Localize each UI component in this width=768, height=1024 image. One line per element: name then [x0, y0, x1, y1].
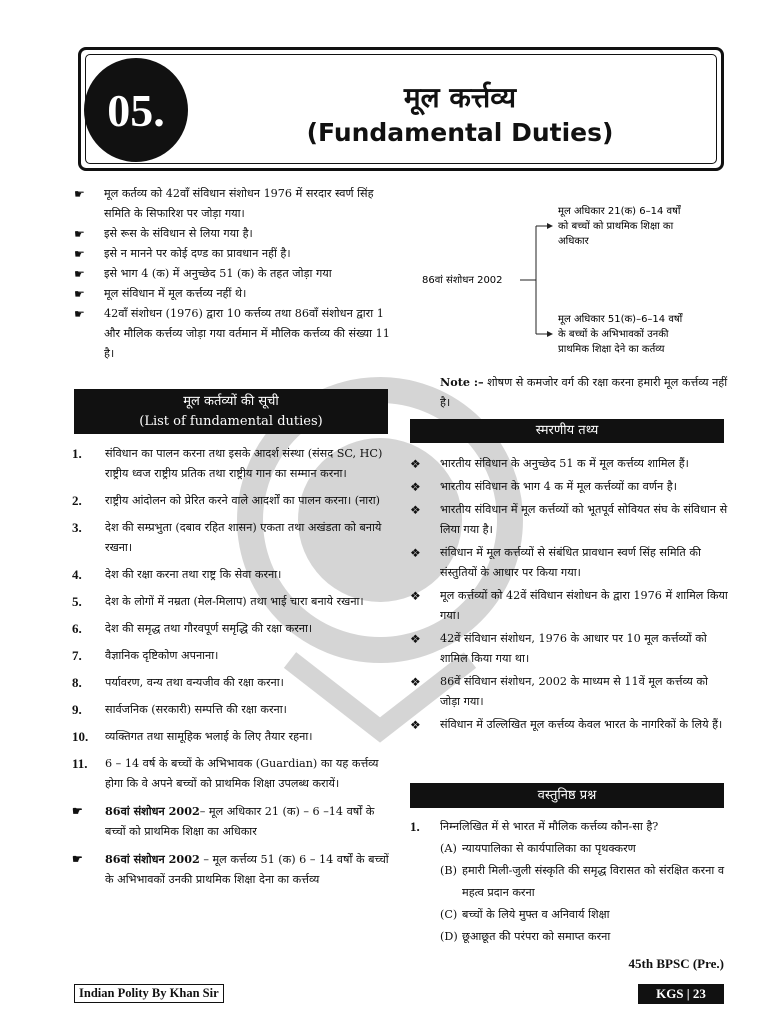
question: [410, 816, 728, 948]
list-item: 11. 6 – 14 वर्ष के बच्चों के अभिभावक (Guardian) का यह कर्त्तव्य होगा कि वे अपने बच्चों को प्राथमिक शिक्षा उपलब्ध करायें।: [72, 756, 379, 790]
diamond-star-icon: ❖: [410, 589, 421, 603]
pointing-hand-icon: ☛: [74, 287, 85, 301]
list-item: ❖ संविधान में उल्लिखित मूल कर्त्तव्य केवल भारत के नागरिकों के लिये हैं।: [410, 715, 728, 735]
diagram-top-line: मूल अधिकार 21(क) 6–14 वर्षों: [558, 206, 681, 217]
diamond-star-icon: ❖: [410, 632, 421, 646]
list-item: ❖ भारतीय संविधान के भाग 4 क में मूल कर्त्तव्यों का वर्णन है।: [410, 477, 728, 497]
list-item: ☛ इसे भाग 4 (क) में अनुच्छेद 51 (क) के तहत जोड़ा गया: [74, 264, 392, 284]
list-item: ❖ 86वें संविधान संशोधन, 2002 के माध्यम से 11वें मूल कर्त्तव्य को जोड़ा गया।: [410, 672, 728, 712]
list-item: ☛ इसे न मानने पर कोई दण्ड का प्रावधान नहीं है।: [74, 244, 392, 264]
diagram-top-line: अधिकार: [558, 236, 589, 247]
duties-list-heading: [74, 389, 388, 434]
pointing-hand-icon: ☛: [74, 247, 85, 261]
duties-heading-hindi: मूल कर्तव्यों की सूची: [183, 394, 279, 409]
list-item: 5. देश के लोगों में नम्रता (मेल-मिलाप) तथा भाई चारा बनाये रखना।: [72, 594, 364, 609]
question-option: (D) छूआछूत की परंपरा को समाप्त करना: [440, 930, 611, 943]
question-option: (C) बच्चों के लिये मुफ्त व अनिवार्य शिक्षा: [440, 908, 610, 921]
list-item: ☛ मूल संविधान में मूल कर्त्तव्य नहीं थे।: [74, 284, 392, 304]
footer-book-title: Indian Polity By Khan Sir: [74, 984, 224, 1003]
chapter-title-english: (Fundamental Duties): [306, 118, 614, 147]
diagram-bottom-line: के बच्चों के अभिभावकों उनकी: [558, 329, 669, 340]
intro-points: [74, 184, 392, 364]
pointing-hand-icon: ☛: [72, 852, 83, 866]
list-item: 2. राष्ट्रीय आंदोलन को प्रेरित करने वाले आदर्शों का पालन करना। (नारा): [72, 493, 381, 508]
list-item: 7. वैज्ञानिक दृष्टिकोण अपनाना।: [72, 648, 219, 663]
amendment-note: ☛ 86वां संशोधन 2002 – मूल कर्त्तव्य 51 (क) 6 – 14 वर्षों के बच्चों के अभिभावकों उनकी प्राथमिक शिक्षा देना का कर्त्तव्य: [72, 849, 390, 890]
diamond-star-icon: ❖: [410, 718, 421, 732]
list-item: ❖ भारतीय संविधान के अनुच्छेद 51 क में मूल कर्त्तव्य शामिल हैं।: [410, 454, 728, 474]
amendment-diagram: [412, 198, 724, 368]
list-item: ☛ 42वाँ संशोधन (1976) द्वारा 10 कर्त्तव्य तथा 86वाँ संशोधन द्वारा 1 और मौलिक कर्त्तव्य जोड़ा गया वर्तमान में मौलिक कर्त्तव्य की संख्या 11 है।: [74, 304, 392, 364]
list-item: ☛ इसे रूस के संविधान से लिया गया है।: [74, 224, 392, 244]
diagram-bottom-line: मूल अधिकार 51(क)–6–14 वर्षों: [558, 314, 683, 325]
question-source: 45th BPSC (Pre.): [628, 956, 724, 971]
pointing-hand-icon: ☛: [74, 267, 85, 281]
list-item: 9. सार्वजनिक (सरकारी) सम्पत्ति की रक्षा करना।: [72, 702, 287, 717]
footer-page-number: KGS | 23: [638, 984, 724, 1004]
question-option: (A) न्यायपालिका से कार्यपालिका का पृथक्करण: [440, 842, 636, 855]
diamond-star-icon: ❖: [410, 480, 421, 494]
chapter-title-hindi: मूल कर्त्तव्य: [403, 81, 517, 114]
list-item: 1. संविधान का पालन करना तथा इसके आदर्श संस्था (संसद SC, HC) राष्ट्रीय ध्वज राष्ट्रीय प्रतिक तथा राष्ट्रीय गान का सम्मान करना।: [72, 446, 383, 480]
list-item: ❖ भारतीय संविधान में मूल कर्त्तव्यों को भूतपूर्व सोवियत संघ के संविधान से लिया गया है।: [410, 500, 728, 540]
diamond-star-icon: ❖: [410, 503, 421, 517]
chapter-number: 05.: [84, 58, 188, 162]
pointing-hand-icon: ☛: [74, 307, 85, 321]
list-item: 8. पर्यावरण, वन्य तथा वन्यजीव की रक्षा करना।: [72, 675, 284, 690]
diamond-star-icon: ❖: [410, 457, 421, 471]
amendment-note: ☛ 86वां संशोधन 2002– मूल अधिकार 21 (क) – 6 –14 वर्षों के बच्चों को प्राथमिक शिक्षा का अधिकार: [72, 801, 390, 842]
note: Note :– शोषण से कमजोर वर्ग की रक्षा करना हमारी मूल कर्त्तव्य नहीं है।: [440, 375, 728, 409]
facts-heading: स्मरणीय तथ्य: [410, 419, 724, 443]
question-option: (B) हमारी मिली-जुली संस्कृति की समृद्ध विरासत को संरक्षित करना व महत्व प्रदान करना: [440, 864, 725, 899]
list-item: ❖ मूल कर्त्तव्यों को 42वें संविधान संशोधन के द्वारा 1976 में शामिल किया गया।: [410, 586, 728, 626]
question-text: 1. निम्नलिखित में से भारत में मौलिक कर्त्तव्य कौन-सा है?: [410, 819, 659, 834]
diagram-top-line: को बच्चों को प्राथमिक शिक्षा का: [558, 221, 674, 232]
list-item: ❖ संविधान में मूल कर्त्तव्यों से संबंधित प्रावधान स्वर्ण सिंह समिति की संस्तुतियों के आधार पर किया गया।: [410, 543, 728, 583]
list-item: 10. व्यक्तिगत तथा सामूहिक भलाई के लिए तैयार रहना।: [72, 729, 313, 744]
objective-heading: वस्तुनिष्ठ प्रश्न: [410, 783, 724, 808]
list-item: ❖ 42वें संविधान संशोधन, 1976 के आधार पर 10 मूल कर्त्तव्यों को शामिल किया गया था।: [410, 629, 728, 669]
diagram-center-label: 86वां संशोधन 2002: [422, 275, 503, 286]
list-item: ☛ मूल कर्तव्य को 42वाँ संविधान संशोधन 1976 में सरदार स्वर्ण सिंह समिति के सिफारिश पर जोड़ा गया।: [74, 184, 392, 224]
diamond-star-icon: ❖: [410, 546, 421, 560]
diamond-star-icon: ❖: [410, 675, 421, 689]
duties-list: [72, 444, 390, 897]
duties-heading-english: (List of fundamental duties): [139, 414, 323, 429]
diagram-bottom-line: प्राथमिक शिक्षा देने का कर्तव्य: [558, 344, 665, 355]
list-item: 4. देश की रक्षा करना तथा राष्ट्र कि सेवा करना।: [72, 567, 282, 582]
pointing-hand-icon: ☛: [72, 804, 83, 818]
pointing-hand-icon: ☛: [74, 187, 85, 201]
pointing-hand-icon: ☛: [74, 227, 85, 241]
list-item: 6. देश की समृद्ध तथा गौरवपूर्ण समृद्धि की रक्षा करना।: [72, 621, 313, 636]
facts-list: [410, 454, 728, 738]
list-item: 3. देश की सम्प्रभुता (दबाव रहित शासन) एकता तथा अखंडता को बनाये रखना।: [72, 520, 382, 554]
